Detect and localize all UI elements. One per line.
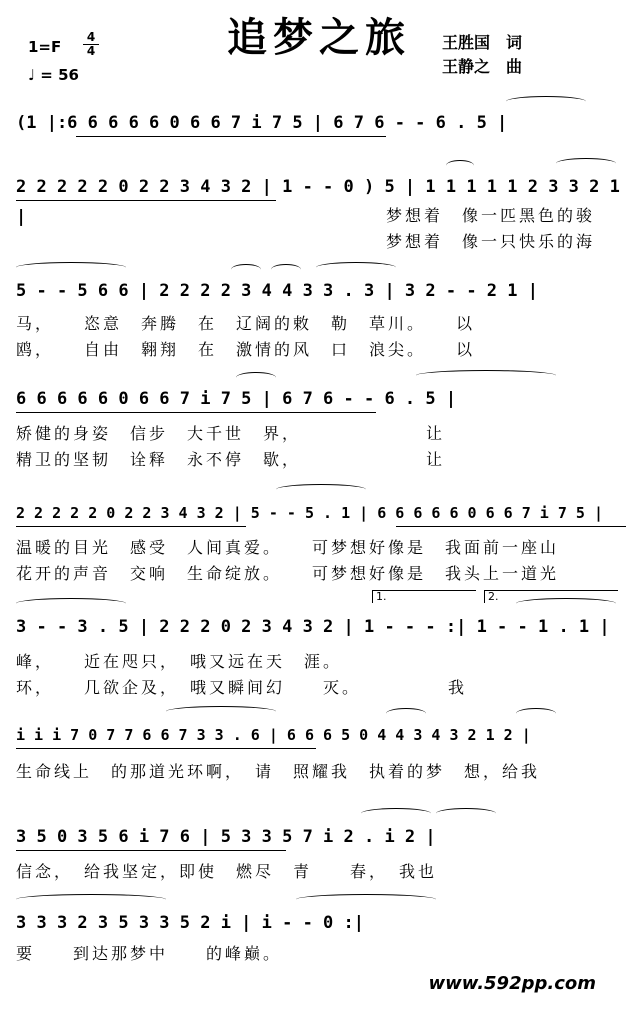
score-system-1 — [16, 108, 628, 138]
time-signature-bottom: 4 — [83, 44, 99, 58]
beam — [16, 526, 246, 527]
notation-line: 3 3 3 2 3 5 3 3 5 2 i | i - - 0 :| — [16, 913, 364, 933]
score-system-9 — [16, 908, 628, 938]
slur — [361, 808, 431, 819]
score-system-7 — [16, 720, 628, 750]
slur — [276, 484, 366, 495]
notation-line: 3 - - 3 . 5 | 2 2 2 0 2 3 4 3 2 | 1 - - - :| 1 - - 1 . 1 | — [16, 617, 610, 637]
lyrics-verse-1: 信念， 给我坚定，即使 燃尽 青 春， 我也 — [16, 862, 438, 881]
lyrics-verse-1: 温暖的目光 感受 人间真爱。 可梦想好像是 我面前一座山 — [16, 538, 560, 557]
lyricist-credit: 王胜国 词 — [442, 33, 523, 52]
lyrics-verse-2: 精卫的坚韧 诠释 永不停 歇， 让 — [16, 450, 446, 469]
beam — [76, 136, 386, 137]
key-signature: 1=F — [28, 38, 62, 56]
slur — [416, 370, 556, 381]
slur — [446, 160, 474, 171]
beam — [16, 850, 286, 851]
beam — [16, 412, 376, 413]
slur — [296, 894, 436, 905]
lyrics-verse-1: 矫健的身姿 信步 大千世 界， 让 — [16, 424, 446, 443]
slur — [516, 598, 616, 609]
slur — [436, 808, 496, 819]
slur — [16, 894, 166, 905]
notation-line: 2 2 2 2 2 0 2 2 3 4 3 2 | 5 - - 5 . 1 | 6 6 6 6 6 0 6 6 7 i 7 5 | — [16, 504, 603, 522]
slur — [231, 264, 261, 275]
beam — [396, 526, 626, 527]
beam — [16, 200, 276, 201]
lyrics-verse-1: 生命线上 的那道光环啊， 请 照耀我 执着的梦 想，给我 — [16, 762, 541, 781]
notation-line: 5 - - 5 6 6 | 2 2 2 2 3 4 4 3 3 . 3 | 3 2 - - 2 1 | — [16, 281, 538, 301]
second-ending-bracket: 2. — [484, 590, 618, 603]
notation-line: i i i 7 0 7 7 6 6 7 3 3 . 6 | 6 6 6 5 0 4 4 3 4 3 2 1 2 | — [16, 726, 531, 744]
slur — [516, 708, 556, 719]
lyrics-verse-1: 梦想着 像一匹黑色的骏 — [386, 206, 596, 225]
slur — [16, 598, 126, 609]
score-system-4 — [16, 384, 628, 414]
notation-line: (1 |:6 6 6 6 6 0 6 6 7 i 7 5 | 6 7 6 - - 6 . 5 | — [16, 113, 508, 133]
score-system-6 — [16, 612, 628, 642]
lyrics-verse-2: 花开的声音 交响 生命绽放。 可梦想好像是 我头上一道光 — [16, 564, 560, 583]
lyrics-verse-2: 梦想着 像一只快乐的海 — [386, 232, 596, 251]
tempo-mark: ♩ = 56 — [28, 66, 79, 84]
lyrics-verse-2: 环， 几欲企及， 哦又瞬间幻 灭。 我 — [16, 678, 468, 697]
slur — [271, 264, 301, 275]
slur — [556, 158, 616, 169]
slur — [386, 708, 426, 719]
notation-line: 6 6 6 6 6 0 6 6 7 i 7 5 | 6 7 6 - - 6 . 5 | — [16, 389, 457, 409]
slur — [316, 262, 396, 273]
slur — [236, 372, 276, 383]
lyrics-verse-1: 峰， 近在咫只， 哦又远在天 涯。 — [16, 652, 343, 671]
first-ending-bracket: 1. — [372, 590, 476, 603]
lyrics-verse-1: 马， 恣意 奔腾 在 辽阔的敕 勒 草川。 以 — [16, 314, 476, 333]
composer-credit: 王静之 曲 — [442, 57, 523, 76]
time-signature-top: 4 — [86, 30, 96, 44]
score-system-3 — [16, 276, 628, 306]
lyrics-verse-1: 要 到达那梦中 的峰巅。 — [16, 944, 283, 963]
site-watermark: www.592pp.com — [428, 973, 596, 994]
score-system-5 — [16, 498, 628, 528]
beam — [16, 748, 316, 749]
slur — [16, 262, 126, 273]
slur — [506, 96, 586, 107]
song-title: 追梦之旅 — [227, 15, 411, 61]
time-signature — [83, 31, 99, 58]
notation-line: 2 2 2 2 2 0 2 2 3 4 3 2 | 1 - - 0 ) 5 | 1 1 1 1 1 2 3 3 2 1 | — [16, 177, 620, 227]
lyrics-verse-2: 鸥， 自由 翱翔 在 激情的风 口 浪尖。 以 — [16, 340, 476, 359]
slur — [166, 706, 276, 717]
notation-line: 3 5 0 3 5 6 i 7 6 | 5 3 3 5 7 i 2 . i 2 | — [16, 827, 436, 847]
score-system-8 — [16, 822, 628, 852]
